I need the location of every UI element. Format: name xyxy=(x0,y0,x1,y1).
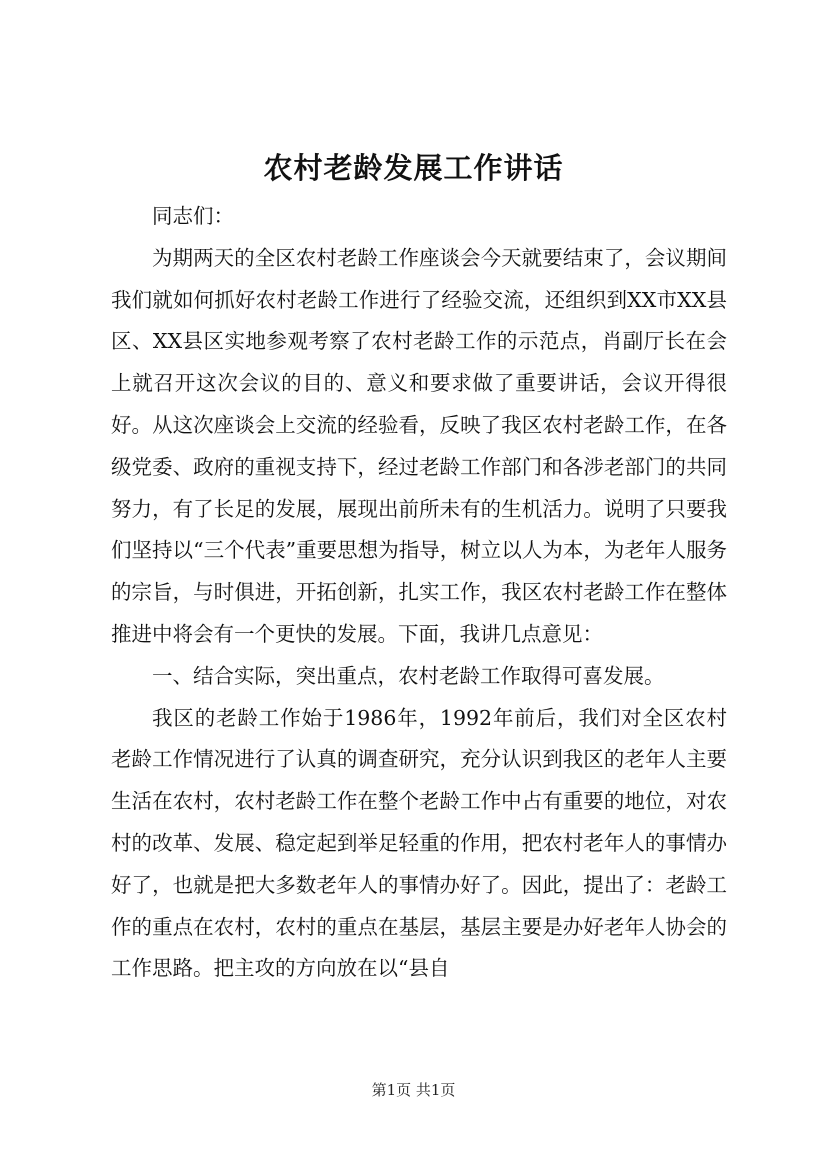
document-title: 农村老龄发展工作讲话 xyxy=(263,151,564,185)
page-number: 第1页 共1页 xyxy=(371,1081,456,1099)
salutation-paragraph: 同志们： xyxy=(152,204,234,228)
document-body xyxy=(111,196,727,990)
section-heading-paragraph: 一、结合实际，突出重点，农村老龄工作取得可喜发展。 xyxy=(152,663,665,688)
body-paragraph: 为期两天的全区农村老龄工作座谈会今天就要结束了，会议期间我们就如何抓好农村老龄工作进行了经验交流，还组织到XX市XX县区、XX县区实地参观考察了农村老龄工作的示范点，肖副厅长在会上就召开这次会议的目的、意义和要求做了重要讲话，会议开得很好。从这次座谈会上交流的经验看，反映了我区农村老龄工作，在各级党委、政府的重视支持下，经过老龄工作部门和各涉老部门的共同努力，有了长足的发展，展现出前所未有的生机活力。说明了只要我们坚持以“三个代表”重要思想为指导，树立以人为本，为老年人服务的宗旨，与时俱进，开拓创新，扎实工作，我区农村老龄工作在整体推进中将会有一个更快的发展。下面，我讲几点意见： xyxy=(111,245,727,646)
body-paragraph: 我区的老龄工作始于1986年，1992年前后，我们对全区农村老龄工作情况进行了认真的调查研究，充分认识到我区的老年人主要生活在农村，农村老龄工作在整个老龄工作中占有重要的地位，对农村的改革、发展、稳定起到举足轻重的作用，把农村老年人的事情办好了，也就是把大多数老年人的事情办好了。因此，提出了：老龄工作的重点在农村，农村的重点在基层，基层主要是办好老年人协会的工作思路。把主攻的方向放在以“县自 xyxy=(111,705,727,981)
